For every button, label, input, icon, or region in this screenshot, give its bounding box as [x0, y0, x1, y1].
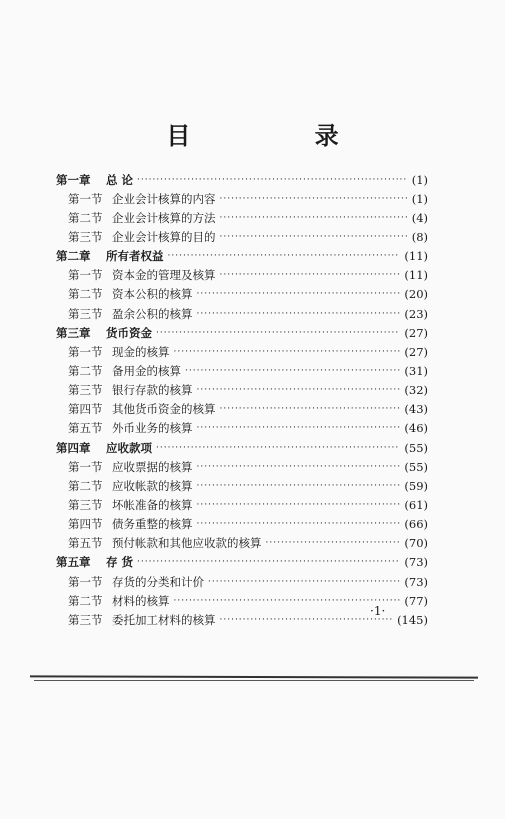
toc-entry-number: 第四节 — [68, 517, 103, 532]
toc-entry-page: (55) — [404, 440, 428, 455]
toc-leader-dots — [156, 328, 400, 338]
toc-entry-page: (8) — [411, 229, 428, 244]
toc-entry-number: 第一节 — [68, 574, 103, 589]
toc-entry-title: 材料的核算 — [112, 593, 170, 608]
toc-section-row — [56, 361, 428, 380]
toc-entry-number: 第二节 — [68, 287, 103, 302]
toc-entry-page: (23) — [404, 306, 428, 321]
toc-entry-title: 企业会计核算的目的 — [112, 229, 216, 244]
toc-entry-title: 银行存款的核算 — [112, 383, 193, 398]
toc-section-row — [56, 381, 428, 400]
toc-entry-number: 第二章 — [56, 249, 91, 264]
toc-entry-number: 第一章 — [56, 172, 91, 187]
toc-entry-page: (46) — [404, 421, 428, 436]
toc-section-row — [56, 266, 428, 285]
toc-entry-number: 第四章 — [56, 440, 91, 455]
toc-entry-title: 应收款项 — [106, 440, 152, 455]
toc-leader-dots — [174, 347, 401, 357]
toc-section-row — [56, 495, 428, 514]
toc-entry-title: 企业会计核算的方法 — [112, 210, 216, 225]
toc-entry-title: 企业会计核算的内容 — [112, 191, 216, 206]
toc-entry-number: 第一节 — [68, 459, 103, 474]
toc-entry-title: 备用金的核算 — [112, 363, 181, 378]
toc-leader-dots — [185, 366, 400, 376]
toc-leader-dots — [220, 615, 394, 625]
toc-section-row — [56, 400, 428, 419]
toc-entry-page: (27) — [404, 344, 428, 359]
toc-leader-dots — [197, 519, 401, 529]
toc-entry-title: 存 货 — [106, 555, 134, 570]
toc-entry-page: (66) — [404, 517, 428, 532]
toc-entry-title: 预付帐款和其他应收款的核算 — [112, 536, 262, 551]
toc-entry-number: 第三节 — [68, 306, 103, 321]
toc-entry-title: 货币资金 — [106, 325, 152, 340]
toc-leader-dots — [197, 289, 401, 299]
toc-entry-title: 委托加工材料的核算 — [112, 612, 216, 627]
toc-chapter-row — [56, 323, 428, 342]
toc-entry-page: (73) — [404, 555, 428, 570]
toc-entry-page: (73) — [404, 574, 428, 589]
toc-entry-number: 第三节 — [68, 612, 103, 627]
toc-entry-number: 第一节 — [68, 344, 103, 359]
toc-chapter-row — [56, 438, 428, 457]
toc-leader-dots — [197, 500, 401, 510]
toc-entry-number: 第一节 — [68, 191, 103, 206]
toc-entry-page: (20) — [404, 287, 428, 302]
toc-entry-page: (55) — [404, 459, 428, 474]
toc-entry-number: 第二节 — [68, 478, 103, 493]
bottom-rule-thin — [34, 680, 474, 681]
toc-entry-number: 第五节 — [68, 421, 103, 436]
toc-entry-title: 所有者权益 — [106, 249, 164, 264]
toc-chapter-row — [56, 170, 428, 189]
toc-entry-title: 资本公积的核算 — [112, 287, 193, 302]
toc-entry-title: 总 论 — [106, 172, 134, 187]
toc-entry-number: 第三节 — [68, 497, 103, 512]
toc-entry-title: 坏帐准备的核算 — [112, 497, 193, 512]
toc-entry-number: 第一节 — [68, 268, 103, 283]
toc-leader-dots — [220, 270, 401, 280]
toc-section-row — [56, 572, 428, 591]
toc-entry-page: (27) — [404, 325, 428, 340]
toc-entry-number: 第二节 — [68, 363, 103, 378]
toc-entry-page: (4) — [411, 210, 428, 225]
toc-section-row — [56, 208, 428, 227]
toc-entry-page: (1) — [411, 172, 428, 187]
toc-section-row — [56, 476, 428, 495]
toc-leader-dots — [137, 175, 408, 185]
toc-section-row — [56, 342, 428, 361]
page-title: 目 录 — [166, 121, 397, 150]
toc-entry-page: (31) — [404, 363, 428, 378]
toc-entry-number: 第二节 — [68, 210, 103, 225]
toc-leader-dots — [266, 538, 401, 548]
toc-entry-number: 第三章 — [56, 325, 91, 340]
toc-entry-page: (11) — [404, 268, 428, 283]
toc-entry-title: 盈余公积的核算 — [112, 306, 193, 321]
table-of-contents — [56, 170, 428, 629]
toc-entry-title: 外币业务的核算 — [112, 421, 193, 436]
toc-leader-dots — [220, 213, 408, 223]
toc-entry-title: 应收票据的核算 — [112, 459, 193, 474]
toc-entry-number: 第三节 — [68, 229, 103, 244]
page-number: ·1· — [370, 604, 386, 618]
toc-leader-dots — [220, 404, 401, 414]
toc-leader-dots — [197, 462, 401, 472]
toc-entry-page: (1) — [411, 191, 428, 206]
toc-entry-title: 其他货币资金的核算 — [112, 402, 216, 417]
toc-entry-page: (43) — [404, 402, 428, 417]
toc-entry-title: 现金的核算 — [112, 344, 170, 359]
toc-leader-dots — [174, 596, 401, 606]
toc-section-row — [56, 227, 428, 246]
toc-section-row — [56, 534, 428, 553]
toc-entry-number: 第二节 — [68, 593, 103, 608]
toc-entry-page: (70) — [404, 536, 428, 551]
toc-leader-dots — [156, 443, 400, 453]
toc-leader-dots — [168, 251, 401, 261]
toc-entry-number: 第四节 — [68, 402, 103, 417]
toc-entry-title: 存货的分类和计价 — [112, 574, 204, 589]
toc-entry-number: 第三节 — [68, 383, 103, 398]
toc-section-row — [56, 189, 428, 208]
toc-section-row — [56, 285, 428, 304]
toc-section-row — [56, 304, 428, 323]
toc-chapter-row — [56, 553, 428, 572]
toc-leader-dots — [137, 557, 400, 567]
toc-leader-dots — [197, 481, 401, 491]
toc-entry-title: 债务重整的核算 — [112, 517, 193, 532]
toc-entry-page: (77) — [404, 593, 428, 608]
toc-section-row — [56, 419, 428, 438]
toc-leader-dots — [220, 232, 408, 242]
toc-entry-title: 应收帐款的核算 — [112, 478, 193, 493]
toc-leader-dots — [197, 309, 401, 319]
toc-leader-dots — [208, 577, 400, 587]
toc-leader-dots — [220, 194, 408, 204]
toc-entry-title: 资本金的管理及核算 — [112, 268, 216, 283]
toc-leader-dots — [197, 423, 401, 433]
toc-section-row — [56, 457, 428, 476]
bottom-rule — [30, 675, 478, 678]
toc-section-row — [56, 515, 428, 534]
toc-entry-page: (145) — [397, 612, 428, 627]
toc-entry-number: 第五章 — [56, 555, 91, 570]
toc-leader-dots — [197, 385, 401, 395]
toc-entry-page: (61) — [404, 497, 428, 512]
toc-entry-number: 第五节 — [68, 536, 103, 551]
toc-entry-page: (32) — [404, 383, 428, 398]
toc-entry-page: (59) — [404, 478, 428, 493]
toc-chapter-row — [56, 247, 428, 266]
toc-entry-page: (11) — [404, 249, 428, 264]
